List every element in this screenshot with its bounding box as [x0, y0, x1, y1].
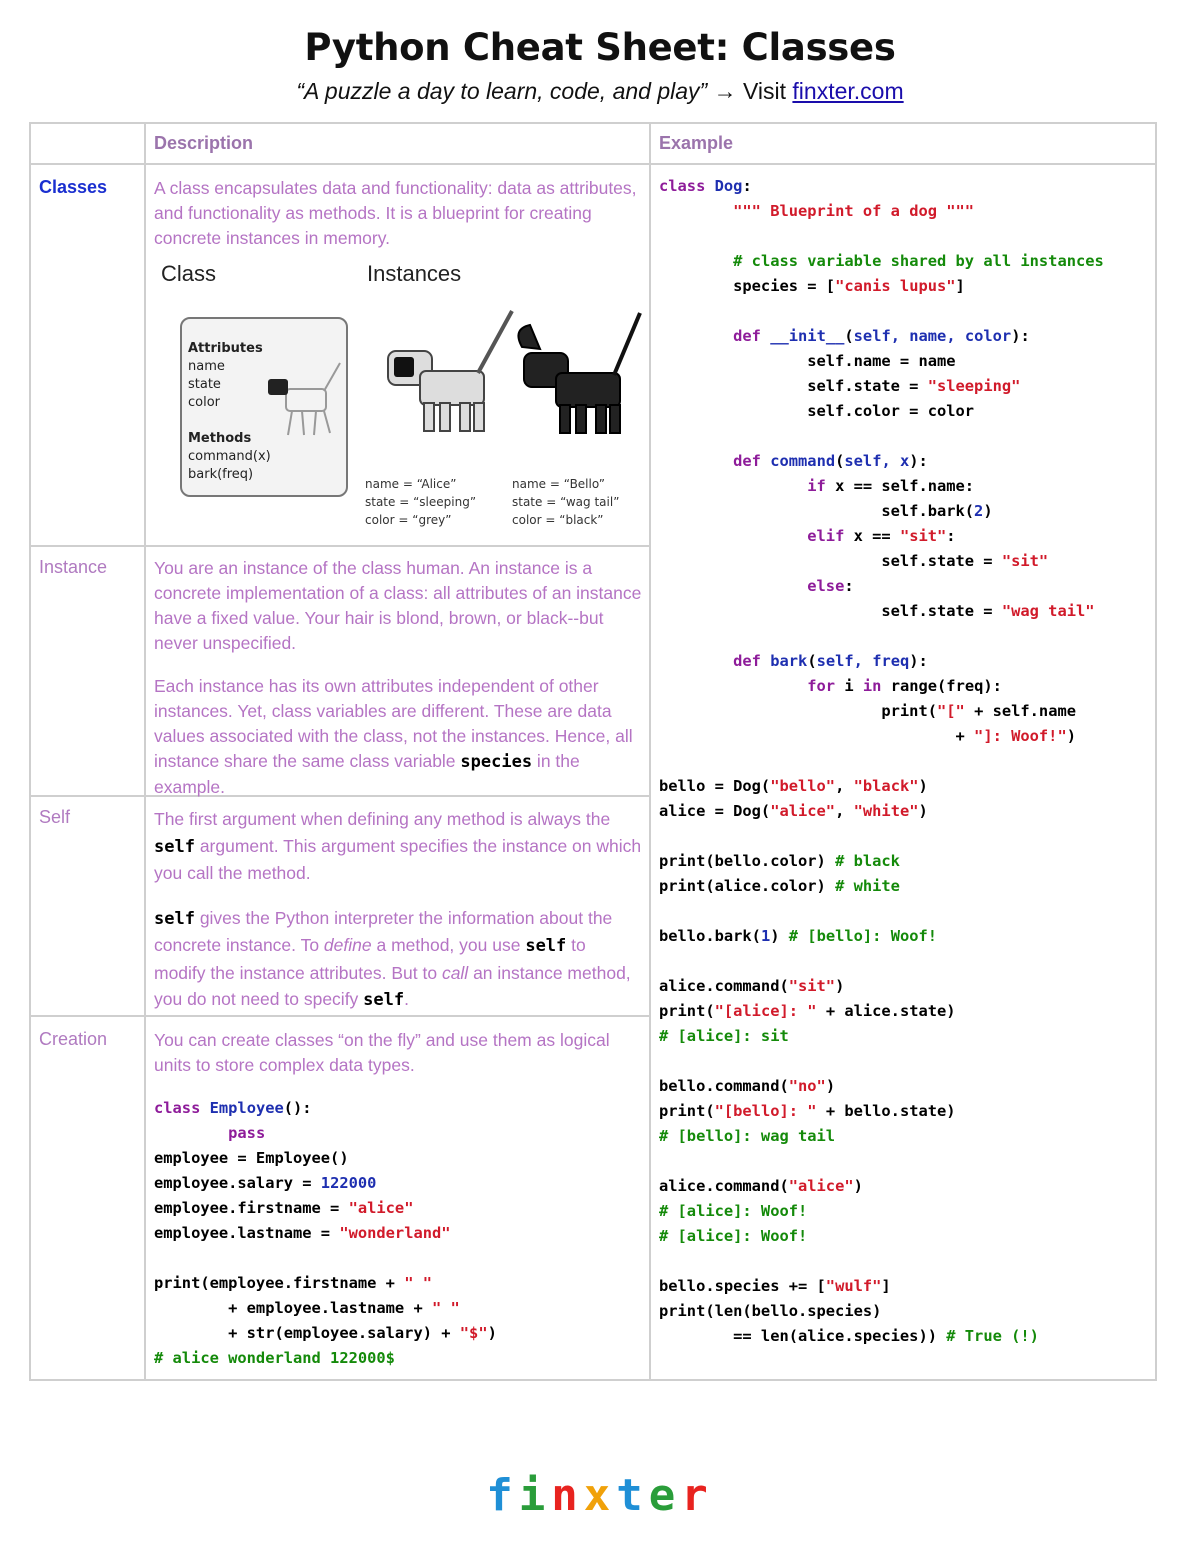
inline-code: self — [154, 836, 195, 857]
subtitle-visit: → Visit — [707, 78, 793, 104]
logo-letter: f — [486, 1470, 519, 1521]
text-span: an instance method, you do not need to specify — [154, 962, 631, 1009]
self-paragraph-2 — [154, 905, 642, 1014]
self-paragraph-1 — [154, 806, 642, 887]
creation-description: You can create classes “on the fly” and use them as logical units to store complex data types. — [154, 1030, 610, 1075]
logo-letter: i — [518, 1470, 552, 1521]
instance-paragraph-2 — [154, 674, 642, 800]
inline-code: self — [154, 908, 195, 929]
bello-state: state = “wag tail” — [512, 495, 620, 509]
row-label-classes: Classes — [39, 177, 108, 197]
inline-code: species — [460, 752, 533, 772]
scroll-method-item: bark(freq) — [188, 467, 254, 482]
diagram-class-heading: Class — [161, 261, 217, 286]
row-label-creation: Creation — [39, 1029, 108, 1049]
alice-color: color = “grey” — [365, 513, 452, 527]
row-label-self: Self — [39, 807, 71, 827]
inline-code: self — [363, 990, 405, 1010]
subtitle-quote: “A puzzle a day to learn, code, and play” — [296, 78, 708, 104]
text-span: to modify the instance attributes. But to — [154, 935, 586, 983]
scroll-attr-item: name — [188, 359, 225, 374]
logo-letter: t — [616, 1470, 649, 1521]
bello-instance-caption — [512, 475, 619, 529]
header-divider — [29, 163, 1157, 165]
text-span: The first argument when defining any method is always the — [154, 809, 611, 829]
robot-dog-outline-icon — [266, 349, 342, 445]
emphasis: call — [441, 962, 469, 983]
bello-color: color = “black” — [512, 513, 604, 527]
subtitle — [0, 78, 1200, 105]
class-blueprint-scroll — [180, 317, 348, 497]
logo-letter: e — [648, 1470, 682, 1521]
scroll-attr-item: state — [188, 377, 221, 392]
emphasis: define — [323, 935, 372, 955]
label-column-divider — [144, 122, 146, 1381]
class-instances-diagram — [152, 257, 648, 537]
classes-description: A class encapsulates data and functionality: data as attributes, and functionality as methods. It is a blueprint for creating concrete instances in memory. — [154, 178, 637, 248]
robot-dog-black-icon — [510, 309, 650, 449]
creation-code-snippet: class Employee(): pass employee = Employee() employee.salary = 122000 employee.firstname = "alice" employee.lastname = "wonderland" print(employee.firstname + " " + employee.lastname + " " + str(employee.salary) + "$") # alice wonderland 122000$ — [154, 1099, 497, 1367]
row-divider — [29, 545, 650, 547]
example-code-block: class Dog: """ Blueprint of a dog """ # class variable shared by all instances species = ["canis lupus"] def __init__(self, name, color): self.name = name self.state = "sleeping" self.color = color def command(self, x): if x == self.name: self.bark(2) elif x == "sit": self.state = "sit" else: self.state = "wag tail" def bark(self, freq): for i in range(freq): print("[" + self.name + "]: Woof!") bello = Dog("bello", "black") alice = Dog("alice", "white") print(bello.color) # black print(alice.color) # white bello.bark(1) # [bello]: Woof! alice.command("sit") print("[alice]: " + alice.state) # [alice]: sit bello.command("no") print("[bello]: " + bello.state) # [bello]: wag tail alice.command("alice") # [alice]: Woof! # [alice]: Woof! bello.species += ["wulf"] print(len(bello.species) == len(alice.species)) # True (!) — [659, 177, 1104, 1345]
text-span: Each instance has its own attributes independent of other instances. Yet, class variables are different. These are data values associated with the class, not the instances. Hence, all instance share the same class variable — [154, 676, 633, 771]
alice-state: state = “sleeping” — [365, 495, 477, 509]
example-header: Example — [659, 133, 734, 153]
self-description — [154, 806, 642, 1032]
text-span: gives the Python interpreter the information about the concrete instance. To — [154, 907, 613, 955]
instance-paragraph-1: You are an instance of the class human. An instance is a concrete implementation of a class: all attributes of an instance have a fixed value. Your hair is blond, brown, or black--but never unspecified. — [154, 558, 642, 653]
description-header: Description — [154, 133, 254, 153]
text-span: a method, you use — [371, 935, 526, 955]
scroll-attributes-heading: Attributes — [188, 341, 263, 356]
logo-letter: r — [681, 1470, 714, 1521]
logo-letter: x — [583, 1470, 617, 1521]
alice-name: name = “Alice” — [365, 477, 457, 491]
robot-dog-grey-icon — [374, 307, 514, 447]
alice-instance-caption — [365, 475, 476, 529]
scroll-method-item: command(x) — [188, 449, 271, 464]
text-span: . — [404, 989, 409, 1009]
finxter-link[interactable]: finxter.com — [792, 78, 904, 104]
text-span: argument. This argument specifies the instance on which you call the method. — [154, 835, 642, 883]
scroll-methods-heading: Methods — [188, 431, 252, 446]
finxter-logo — [0, 1470, 1200, 1521]
instance-description — [154, 556, 642, 818]
bello-name: name = “Bello” — [512, 477, 605, 491]
text-span: in the example. — [154, 751, 580, 797]
inline-code: self — [525, 936, 567, 956]
page-title: Python Cheat Sheet: Classes — [304, 26, 896, 69]
logo-letter: n — [551, 1470, 584, 1521]
scroll-attr-item: color — [188, 395, 221, 410]
diagram-instances-heading: Instances — [367, 261, 462, 286]
row-label-instance: Instance — [39, 557, 108, 577]
